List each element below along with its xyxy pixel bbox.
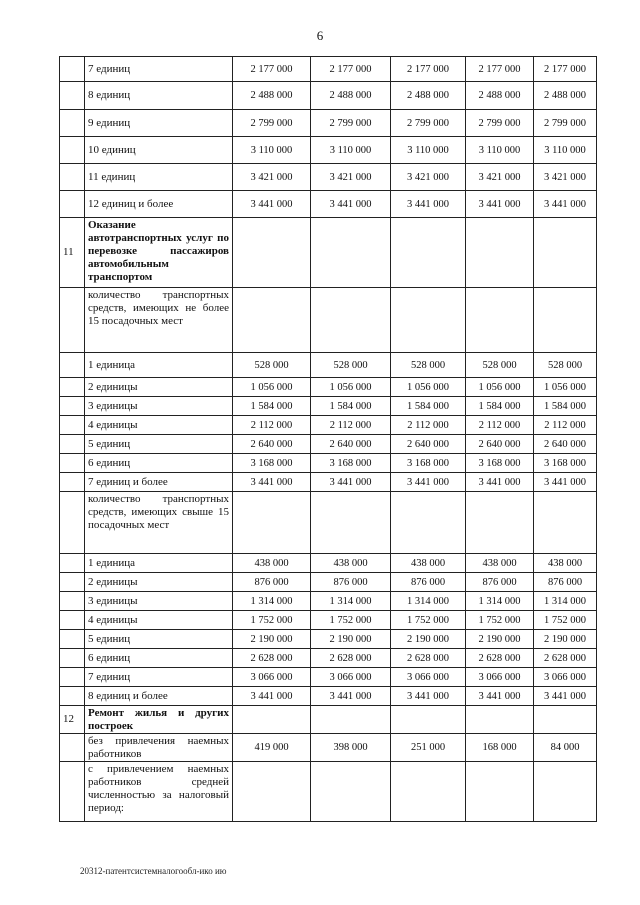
table-row <box>60 82 597 110</box>
value-cell: 2 640 000 <box>311 435 391 454</box>
value-cell: 1 752 000 <box>311 611 391 630</box>
row-number-cell <box>60 191 85 218</box>
row-label-cell: 8 единиц <box>85 82 233 110</box>
value-cell: 2 640 000 <box>466 435 534 454</box>
table-row <box>60 416 597 435</box>
value-cell: 3 441 000 <box>233 191 311 218</box>
value-cell: 1 314 000 <box>466 592 534 611</box>
table-row <box>60 378 597 397</box>
value-cell: 1 056 000 <box>311 378 391 397</box>
value-cell: 3 441 000 <box>311 687 391 706</box>
table-row <box>60 454 597 473</box>
value-cell: 3 168 000 <box>311 454 391 473</box>
value-cell: 876 000 <box>391 573 466 592</box>
value-cell: 438 000 <box>534 554 597 573</box>
table-row <box>60 649 597 668</box>
value-cell: 2 628 000 <box>391 649 466 668</box>
row-label-cell: 12 единиц и более <box>85 191 233 218</box>
value-cell: 2 190 000 <box>391 630 466 649</box>
value-cell: 876 000 <box>311 573 391 592</box>
row-label-cell: 3 единицы <box>85 592 233 611</box>
value-cell: 2 177 000 <box>233 57 311 82</box>
row-label-cell: 2 единицы <box>85 378 233 397</box>
value-cell: 3 066 000 <box>233 668 311 687</box>
row-label-cell: количество транспортных средств, имеющих не более 15 посадочных мест <box>85 288 233 353</box>
value-cell: 3 168 000 <box>391 454 466 473</box>
table-row <box>60 164 597 191</box>
table-row <box>60 668 597 687</box>
value-cell: 2 628 000 <box>466 649 534 668</box>
table-row <box>60 397 597 416</box>
value-cell: 2 177 000 <box>534 57 597 82</box>
value-cell <box>311 706 391 734</box>
value-cell: 398 000 <box>311 734 391 762</box>
value-cell: 438 000 <box>311 554 391 573</box>
value-cell: 3 441 000 <box>391 473 466 492</box>
row-label-cell: 7 единиц <box>85 668 233 687</box>
row-label-cell: 2 единицы <box>85 573 233 592</box>
value-cell: 3 441 000 <box>466 687 534 706</box>
row-number-cell <box>60 554 85 573</box>
value-cell: 1 056 000 <box>534 378 597 397</box>
value-cell: 2 177 000 <box>466 57 534 82</box>
value-cell <box>466 288 534 353</box>
value-cell <box>534 218 597 288</box>
value-cell <box>391 706 466 734</box>
table-row <box>60 191 597 218</box>
value-cell: 3 066 000 <box>466 668 534 687</box>
value-cell: 1 584 000 <box>466 397 534 416</box>
value-cell: 528 000 <box>534 353 597 378</box>
value-cell <box>466 706 534 734</box>
value-cell <box>534 706 597 734</box>
row-number-cell <box>60 649 85 668</box>
value-cell: 528 000 <box>311 353 391 378</box>
row-label-cell: 10 единиц <box>85 137 233 164</box>
row-label-cell: количество транспортных средств, имеющих свыше 15 посадочных мест <box>85 492 233 554</box>
value-cell: 3 110 000 <box>311 137 391 164</box>
row-number-cell <box>60 288 85 353</box>
row-number-cell <box>60 687 85 706</box>
value-cell: 3 421 000 <box>311 164 391 191</box>
row-number-cell <box>60 592 85 611</box>
table-row <box>60 435 597 454</box>
value-cell: 251 000 <box>391 734 466 762</box>
tariff-table <box>59 56 597 822</box>
row-label-cell: 6 единиц <box>85 649 233 668</box>
value-cell: 3 441 000 <box>534 687 597 706</box>
value-cell: 3 110 000 <box>466 137 534 164</box>
value-cell <box>391 492 466 554</box>
value-cell <box>233 762 311 822</box>
table-row <box>60 687 597 706</box>
value-cell: 2 190 000 <box>534 630 597 649</box>
value-cell <box>391 218 466 288</box>
value-cell: 3 441 000 <box>233 687 311 706</box>
table-row <box>60 706 597 734</box>
row-label-cell: 1 единица <box>85 554 233 573</box>
row-number-cell <box>60 353 85 378</box>
value-cell: 528 000 <box>466 353 534 378</box>
value-cell: 2 112 000 <box>311 416 391 435</box>
row-number-cell: 11 <box>60 218 85 288</box>
value-cell: 3 421 000 <box>391 164 466 191</box>
value-cell: 1 314 000 <box>311 592 391 611</box>
row-label-cell: с привлечением наемных работников средней численностью за налоговый период: <box>85 762 233 822</box>
value-cell <box>233 492 311 554</box>
value-cell: 3 421 000 <box>466 164 534 191</box>
value-cell: 3 168 000 <box>233 454 311 473</box>
value-cell: 2 112 000 <box>466 416 534 435</box>
value-cell: 2 190 000 <box>233 630 311 649</box>
row-label-cell: 5 единиц <box>85 435 233 454</box>
row-label-cell: 5 единиц <box>85 630 233 649</box>
value-cell: 528 000 <box>233 353 311 378</box>
value-cell: 3 421 000 <box>233 164 311 191</box>
value-cell <box>391 762 466 822</box>
table-row <box>60 473 597 492</box>
value-cell <box>311 218 391 288</box>
value-cell: 3 110 000 <box>534 137 597 164</box>
value-cell <box>466 492 534 554</box>
value-cell: 3 441 000 <box>534 191 597 218</box>
value-cell: 528 000 <box>391 353 466 378</box>
value-cell: 84 000 <box>534 734 597 762</box>
value-cell: 2 488 000 <box>391 82 466 110</box>
table-row <box>60 57 597 82</box>
value-cell <box>391 288 466 353</box>
value-cell <box>534 762 597 822</box>
value-cell <box>534 288 597 353</box>
row-number-cell <box>60 137 85 164</box>
value-cell: 2 488 000 <box>311 82 391 110</box>
table-row <box>60 218 597 288</box>
row-number-cell <box>60 734 85 762</box>
page-number: 6 <box>316 28 324 43</box>
row-number-cell <box>60 573 85 592</box>
table-row <box>60 110 597 137</box>
value-cell: 3 441 000 <box>311 473 391 492</box>
value-cell: 3 168 000 <box>466 454 534 473</box>
value-cell <box>233 218 311 288</box>
value-cell: 1 056 000 <box>391 378 466 397</box>
value-cell: 3 066 000 <box>391 668 466 687</box>
row-number-cell <box>60 416 85 435</box>
value-cell: 876 000 <box>534 573 597 592</box>
table-body <box>60 57 597 822</box>
value-cell: 2 177 000 <box>391 57 466 82</box>
value-cell: 3 441 000 <box>311 191 391 218</box>
row-label-cell: 3 единицы <box>85 397 233 416</box>
document-footer-code: 20312-патентсистемналогообл-ико ию <box>80 866 227 876</box>
value-cell: 419 000 <box>233 734 311 762</box>
value-cell: 2 190 000 <box>311 630 391 649</box>
value-cell: 2 488 000 <box>233 82 311 110</box>
row-number-cell <box>60 630 85 649</box>
value-cell: 2 112 000 <box>233 416 311 435</box>
row-number-cell <box>60 611 85 630</box>
value-cell: 3 110 000 <box>233 137 311 164</box>
table-row <box>60 573 597 592</box>
value-cell <box>466 762 534 822</box>
value-cell: 2 640 000 <box>233 435 311 454</box>
value-cell: 3 110 000 <box>391 137 466 164</box>
value-cell: 2 112 000 <box>391 416 466 435</box>
value-cell <box>233 288 311 353</box>
row-label-cell: 6 единиц <box>85 454 233 473</box>
value-cell: 1 314 000 <box>233 592 311 611</box>
value-cell <box>311 288 391 353</box>
row-label-cell: 9 единиц <box>85 110 233 137</box>
row-label-cell: 1 единица <box>85 353 233 378</box>
row-label-cell: Ремонт жилья и других построек <box>85 706 233 734</box>
value-cell: 2 177 000 <box>311 57 391 82</box>
value-cell: 2 488 000 <box>534 82 597 110</box>
row-label-cell: 4 единицы <box>85 416 233 435</box>
row-number-cell <box>60 473 85 492</box>
row-label-cell: 7 единиц <box>85 57 233 82</box>
row-number-cell <box>60 454 85 473</box>
row-number-cell <box>60 378 85 397</box>
value-cell: 3 441 000 <box>534 473 597 492</box>
value-cell: 1 752 000 <box>534 611 597 630</box>
value-cell: 3 441 000 <box>391 687 466 706</box>
value-cell: 1 314 000 <box>391 592 466 611</box>
row-number-cell <box>60 668 85 687</box>
value-cell: 2 799 000 <box>466 110 534 137</box>
row-label-cell: 7 единиц и более <box>85 473 233 492</box>
value-cell: 3 421 000 <box>534 164 597 191</box>
value-cell: 2 640 000 <box>391 435 466 454</box>
value-cell <box>534 492 597 554</box>
value-cell: 2 640 000 <box>534 435 597 454</box>
value-cell <box>311 492 391 554</box>
row-number-cell: 12 <box>60 706 85 734</box>
value-cell: 2 488 000 <box>466 82 534 110</box>
table-row <box>60 734 597 762</box>
value-cell: 438 000 <box>233 554 311 573</box>
value-cell: 2 799 000 <box>391 110 466 137</box>
value-cell: 168 000 <box>466 734 534 762</box>
value-cell: 2 799 000 <box>534 110 597 137</box>
table-row <box>60 630 597 649</box>
row-number-cell <box>60 762 85 822</box>
table-row <box>60 492 597 554</box>
value-cell: 1 584 000 <box>391 397 466 416</box>
row-number-cell <box>60 492 85 554</box>
value-cell: 2 628 000 <box>311 649 391 668</box>
row-label-cell: без привлечения наемных работников <box>85 734 233 762</box>
value-cell: 3 441 000 <box>466 191 534 218</box>
row-number-cell <box>60 110 85 137</box>
value-cell: 438 000 <box>466 554 534 573</box>
value-cell: 438 000 <box>391 554 466 573</box>
row-label-cell: Оказание автотранспортных услуг по перевозке пассажиров автомобильным транспортом <box>85 218 233 288</box>
value-cell: 1 752 000 <box>233 611 311 630</box>
value-cell: 1 314 000 <box>534 592 597 611</box>
row-number-cell <box>60 397 85 416</box>
value-cell <box>466 218 534 288</box>
value-cell <box>311 762 391 822</box>
row-label-cell: 11 единиц <box>85 164 233 191</box>
value-cell: 876 000 <box>466 573 534 592</box>
value-cell: 1 584 000 <box>233 397 311 416</box>
value-cell: 1 056 000 <box>466 378 534 397</box>
value-cell: 2 799 000 <box>233 110 311 137</box>
table-row <box>60 554 597 573</box>
row-number-cell <box>60 435 85 454</box>
row-number-cell <box>60 57 85 82</box>
value-cell: 3 441 000 <box>233 473 311 492</box>
table-row <box>60 137 597 164</box>
value-cell: 3 066 000 <box>311 668 391 687</box>
value-cell: 1 056 000 <box>233 378 311 397</box>
row-number-cell <box>60 82 85 110</box>
table-row <box>60 611 597 630</box>
value-cell: 2 628 000 <box>534 649 597 668</box>
value-cell: 2 799 000 <box>311 110 391 137</box>
value-cell: 1 584 000 <box>311 397 391 416</box>
table-row <box>60 762 597 822</box>
value-cell: 3 066 000 <box>534 668 597 687</box>
value-cell: 3 441 000 <box>466 473 534 492</box>
value-cell: 1 752 000 <box>466 611 534 630</box>
value-cell: 1 584 000 <box>534 397 597 416</box>
value-cell: 3 441 000 <box>391 191 466 218</box>
row-label-cell: 4 единицы <box>85 611 233 630</box>
value-cell: 1 752 000 <box>391 611 466 630</box>
value-cell: 2 190 000 <box>466 630 534 649</box>
value-cell: 876 000 <box>233 573 311 592</box>
table-row <box>60 592 597 611</box>
row-number-cell <box>60 164 85 191</box>
value-cell <box>233 706 311 734</box>
row-label-cell: 8 единиц и более <box>85 687 233 706</box>
value-cell: 2 628 000 <box>233 649 311 668</box>
value-cell: 2 112 000 <box>534 416 597 435</box>
value-cell: 3 168 000 <box>534 454 597 473</box>
table-row <box>60 353 597 378</box>
table-row <box>60 288 597 353</box>
